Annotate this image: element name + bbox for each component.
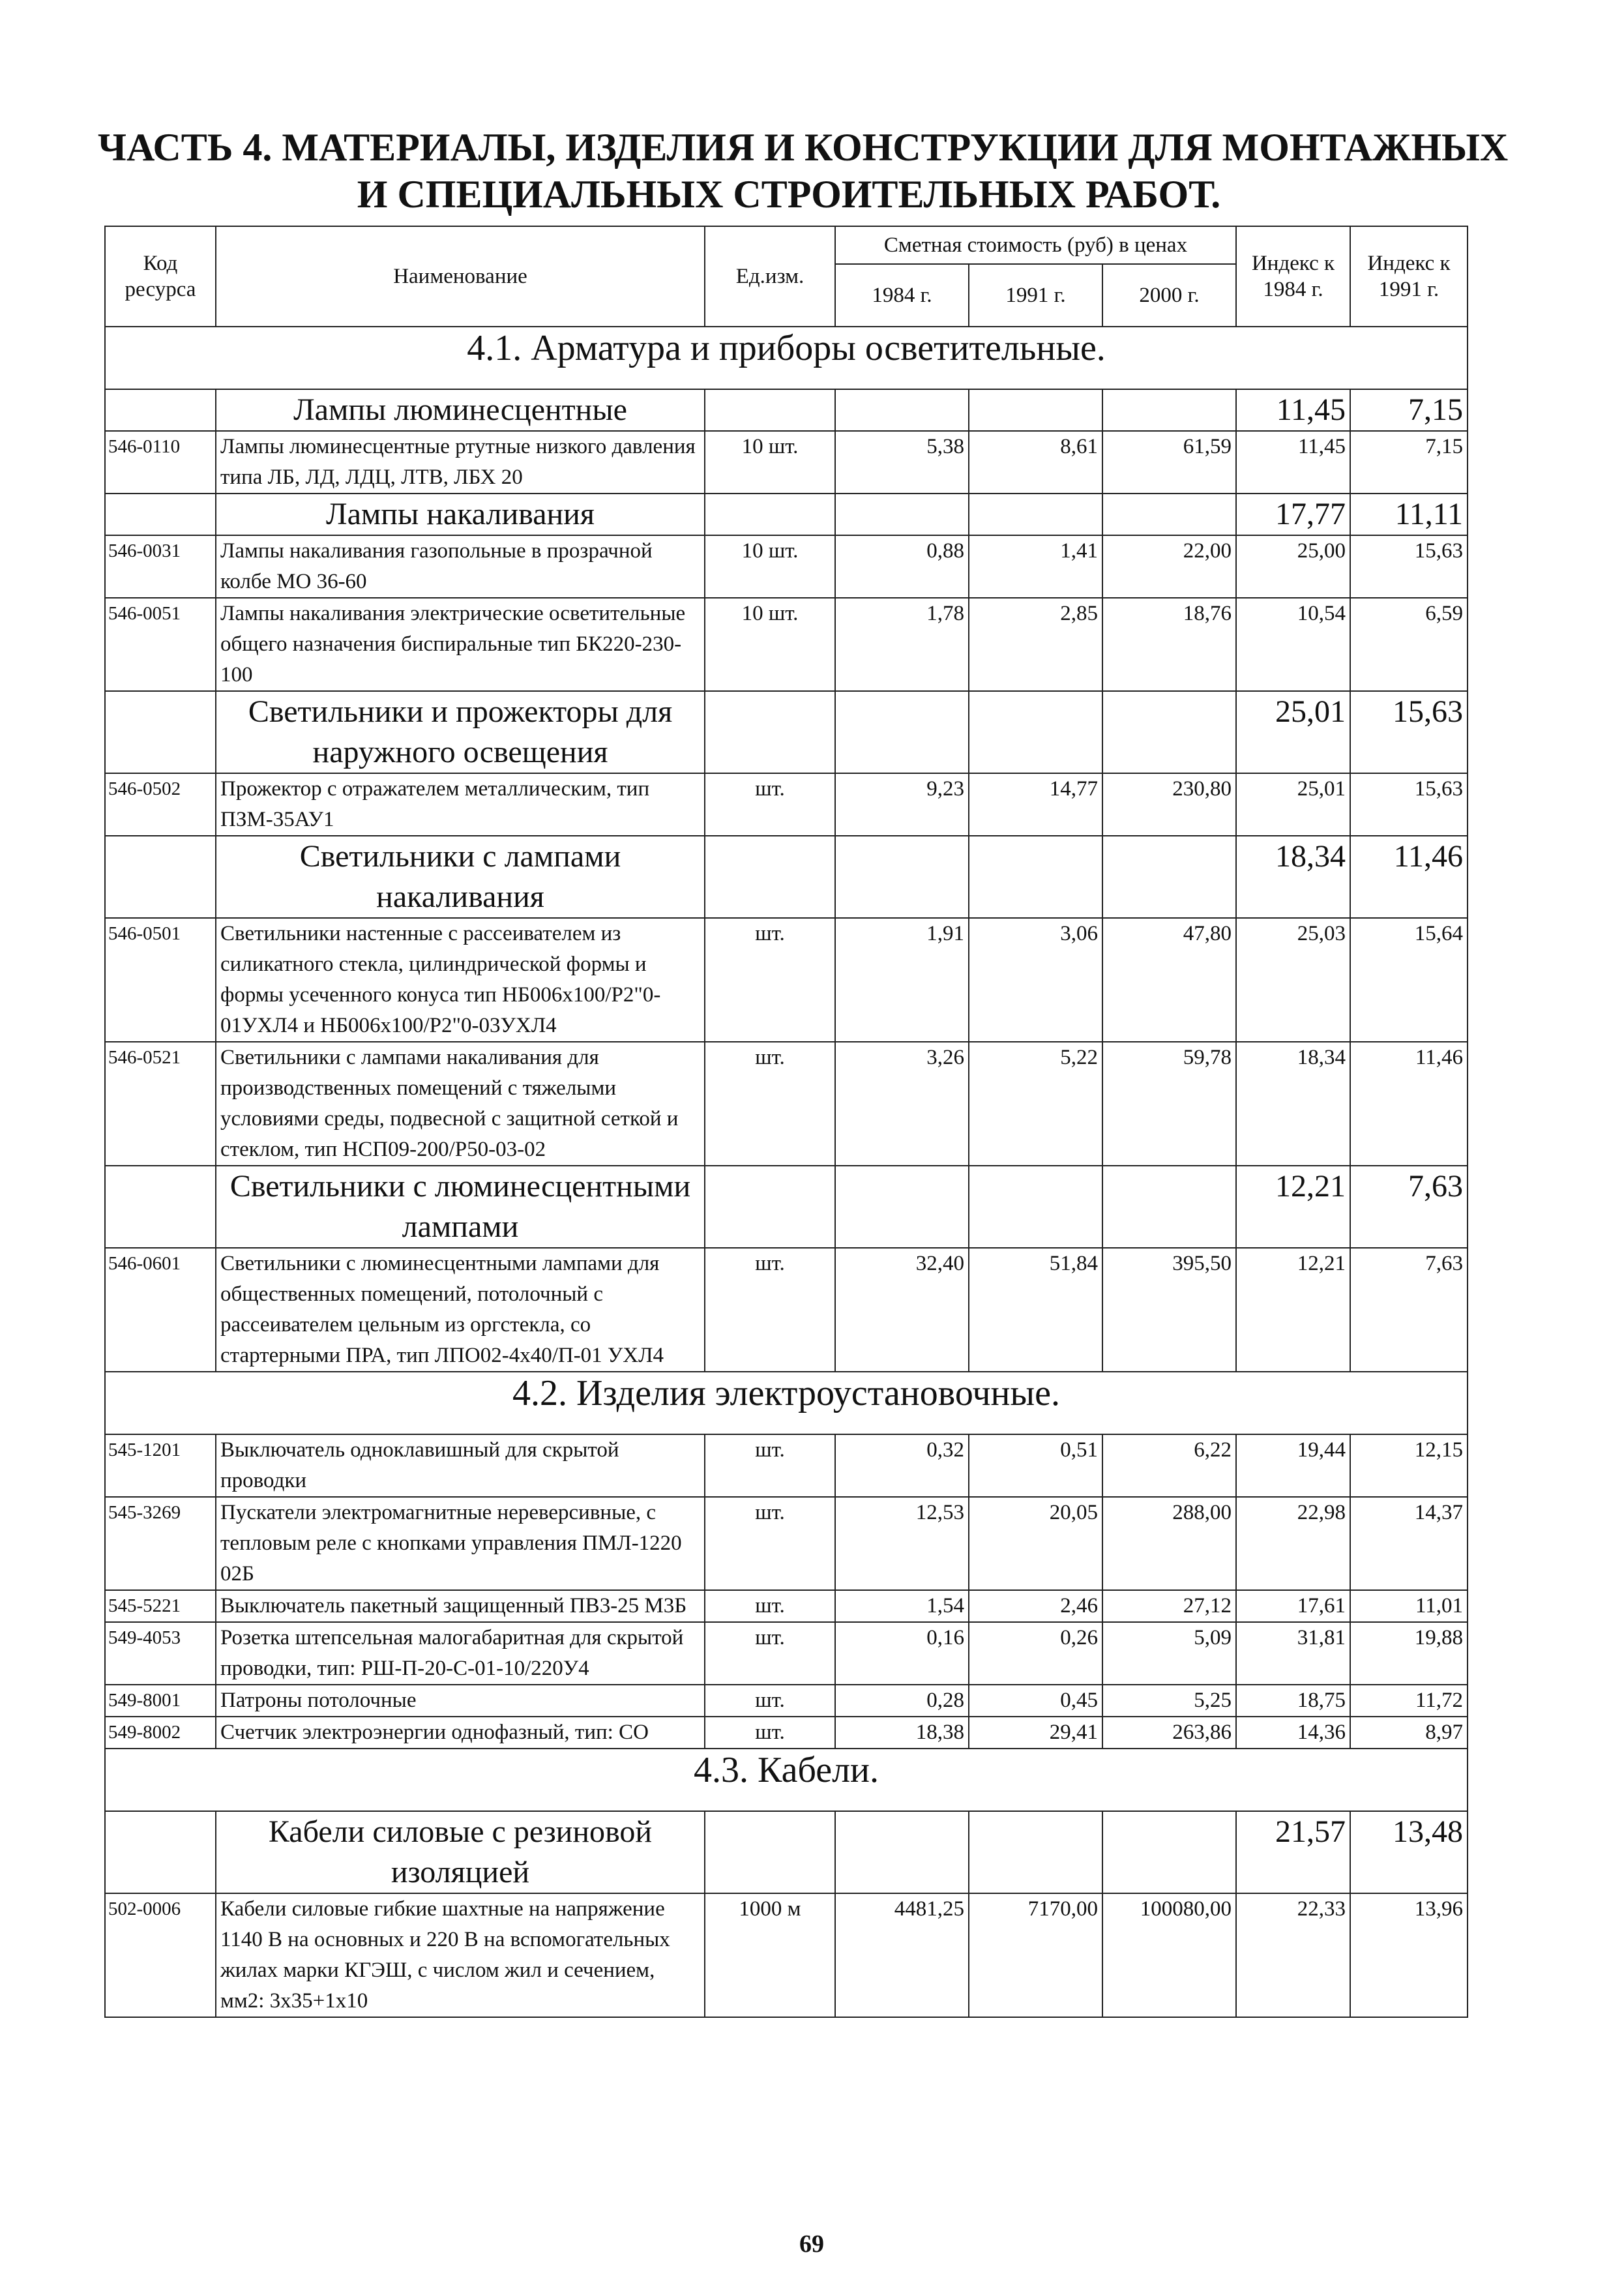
price-1991: 2,85 (969, 598, 1102, 691)
group-title: Светильники с люминесцентными лампами (216, 1166, 705, 1248)
resource-name: Прожектор с отражателем металлическим, тип ПЗМ-35АУ1 (216, 773, 705, 836)
group-price-1984-cell (835, 1811, 969, 1893)
group-price-2000-cell (1102, 1811, 1236, 1893)
resource-unit: 1000 м (705, 1893, 835, 2017)
index-1984: 10,54 (1236, 598, 1350, 691)
price-2000: 18,76 (1102, 598, 1236, 691)
resource-name: Светильники с люминесцентными лампами для общественных помещений, потолочный с рассеивателем цельным из оргстекла, со стартерными ПРА, тип ЛПО02-4х40/П-01 УХЛ4 (216, 1248, 705, 1372)
group-price-1984-cell (835, 836, 969, 918)
page-number: 69 (799, 2230, 824, 2258)
price-1991: 14,77 (969, 773, 1102, 836)
resource-name: Лампы накаливания газопольные в прозрачной колбе МО 36-60 (216, 535, 705, 598)
index-1984: 18,75 (1236, 1685, 1350, 1717)
price-2000: 395,50 (1102, 1248, 1236, 1372)
group-price-2000-cell (1102, 494, 1236, 535)
price-1984: 4481,25 (835, 1893, 969, 2017)
header-index-1984: Индекс к 1984 г. (1236, 226, 1350, 327)
group-index-1984: 17,77 (1236, 494, 1350, 535)
resource-name: Светильники с лампами накаливания для производственных помещений с тяжелыми условиями среды, подвесной с защитной сеткой и стеклом, тип НСП09-200/Р50-03-02 (216, 1042, 705, 1166)
group-price-2000-cell (1102, 1166, 1236, 1248)
header-code: Код ресурса (105, 226, 216, 327)
index-1991: 15,63 (1350, 773, 1468, 836)
resource-unit: шт. (705, 1497, 835, 1590)
index-1984: 11,45 (1236, 431, 1350, 494)
header-year-2000: 2000 г. (1102, 264, 1236, 327)
price-1991: 7170,00 (969, 1893, 1102, 2017)
resource-unit: 10 шт. (705, 535, 835, 598)
group-title: Лампы накаливания (216, 494, 705, 535)
resource-unit: 10 шт. (705, 598, 835, 691)
header-name: Наименование (216, 226, 705, 327)
resource-code: 546-0601 (105, 1248, 216, 1372)
resource-unit: шт. (705, 773, 835, 836)
price-2000: 6,22 (1102, 1434, 1236, 1497)
group-row (105, 836, 1468, 918)
price-1984: 0,16 (835, 1622, 969, 1685)
group-code-cell (105, 389, 216, 431)
price-2000: 5,09 (1102, 1622, 1236, 1685)
price-1991: 5,22 (969, 1042, 1102, 1166)
group-index-1991: 7,15 (1350, 389, 1468, 431)
group-unit-cell (705, 494, 835, 535)
group-index-1984: 18,34 (1236, 836, 1350, 918)
price-1984: 1,78 (835, 598, 969, 691)
index-1984: 25,00 (1236, 535, 1350, 598)
resource-code: 545-3269 (105, 1497, 216, 1590)
resource-code: 546-0110 (105, 431, 216, 494)
header-cost-group: Сметная стоимость (руб) в ценах (835, 226, 1236, 264)
group-price-2000-cell (1102, 836, 1236, 918)
index-1984: 14,36 (1236, 1717, 1350, 1749)
price-2000: 22,00 (1102, 535, 1236, 598)
price-1984: 3,26 (835, 1042, 969, 1166)
table-row (105, 535, 1468, 598)
index-1984: 18,34 (1236, 1042, 1350, 1166)
resource-name: Счетчик электроэнергии однофазный, тип: СО (216, 1717, 705, 1749)
resource-name: Розетка штепсельная малогабаритная для скрытой проводки, тип: РШ-П-20-С-01-10/220У4 (216, 1622, 705, 1685)
resource-name: Выключатель пакетный защищенный ПВ3-25 М3Б (216, 1590, 705, 1622)
resource-code: 549-8001 (105, 1685, 216, 1717)
group-code-cell (105, 836, 216, 918)
resource-unit: шт. (705, 918, 835, 1042)
price-1984: 18,38 (835, 1717, 969, 1749)
group-index-1991: 15,63 (1350, 691, 1468, 773)
price-table (104, 226, 1468, 2018)
price-1984: 5,38 (835, 431, 969, 494)
index-1984: 22,33 (1236, 1893, 1350, 2017)
group-price-1984-cell (835, 494, 969, 535)
index-1991: 12,15 (1350, 1434, 1468, 1497)
index-1984: 12,21 (1236, 1248, 1350, 1372)
group-index-1984: 21,57 (1236, 1811, 1350, 1893)
group-price-1991-cell (969, 1166, 1102, 1248)
table-row (105, 1717, 1468, 1749)
index-1984: 22,98 (1236, 1497, 1350, 1590)
resource-unit: шт. (705, 1685, 835, 1717)
index-1991: 6,59 (1350, 598, 1468, 691)
resource-code: 546-0521 (105, 1042, 216, 1166)
resource-name: Кабели силовые гибкие шахтные на напряжение 1140 В на основных и 220 В на вспомогательных жилах марки КГЭШ, с числом жил и сечением, мм2: 3х35+1х10 (216, 1893, 705, 2017)
price-2000: 5,25 (1102, 1685, 1236, 1717)
price-1991: 29,41 (969, 1717, 1102, 1749)
group-code-cell (105, 1166, 216, 1248)
group-price-1991-cell (969, 389, 1102, 431)
table-header (105, 226, 1468, 327)
index-1991: 11,01 (1350, 1590, 1468, 1622)
group-row (105, 1811, 1468, 1893)
price-1991: 0,45 (969, 1685, 1102, 1717)
resource-code: 549-8002 (105, 1717, 216, 1749)
resource-name: Выключатель одноклавишный для скрытой проводки (216, 1434, 705, 1497)
resource-unit: шт. (705, 1434, 835, 1497)
resource-name: Светильники настенные с рассеивателем из силикатного стекла, цилиндрической формы и формы усеченного конуса тип НБ006х100/Р2"0-01УХЛ4 и НБ006х100/Р2"0-03УХЛ4 (216, 918, 705, 1042)
resource-unit: шт. (705, 1622, 835, 1685)
resource-code: 545-1201 (105, 1434, 216, 1497)
index-1984: 17,61 (1236, 1590, 1350, 1622)
section-title: 4.2. Изделия электроустановочные. (105, 1372, 1468, 1434)
group-price-1991-cell (969, 1811, 1102, 1893)
index-1991: 19,88 (1350, 1622, 1468, 1685)
section-row (105, 327, 1468, 389)
price-1991: 1,41 (969, 535, 1102, 598)
index-1991: 11,46 (1350, 1042, 1468, 1166)
index-1991: 11,72 (1350, 1685, 1468, 1717)
table-row (105, 1042, 1468, 1166)
resource-name: Лампы накаливания электрические осветительные общего назначения биспиральные тип БК220-230-100 (216, 598, 705, 691)
section-row (105, 1749, 1468, 1811)
group-index-1984: 11,45 (1236, 389, 1350, 431)
table-row (105, 431, 1468, 494)
group-price-1991-cell (969, 494, 1102, 535)
resource-unit: шт. (705, 1590, 835, 1622)
price-1984: 12,53 (835, 1497, 969, 1590)
group-unit-cell (705, 691, 835, 773)
group-price-2000-cell (1102, 389, 1236, 431)
resource-code: 549-4053 (105, 1622, 216, 1685)
resource-code: 546-0031 (105, 535, 216, 598)
index-1991: 15,63 (1350, 535, 1468, 598)
resource-unit: шт. (705, 1717, 835, 1749)
price-1991: 3,06 (969, 918, 1102, 1042)
group-index-1984: 25,01 (1236, 691, 1350, 773)
price-2000: 47,80 (1102, 918, 1236, 1042)
group-index-1991: 7,63 (1350, 1166, 1468, 1248)
index-1991: 8,97 (1350, 1717, 1468, 1749)
price-1984: 0,28 (835, 1685, 969, 1717)
group-index-1991: 13,48 (1350, 1811, 1468, 1893)
group-code-cell (105, 494, 216, 535)
section-title: 4.3. Кабели. (105, 1749, 1468, 1811)
resource-unit: 10 шт. (705, 431, 835, 494)
price-2000: 230,80 (1102, 773, 1236, 836)
group-unit-cell (705, 836, 835, 918)
group-title: Лампы люминесцентные (216, 389, 705, 431)
page-title-line-2: И СПЕЦИАЛЬНЫХ СТРОИТЕЛЬНЫХ РАБОТ. (357, 173, 1221, 216)
resource-name: Лампы люминесцентные ртутные низкого давления типа ЛБ, ЛД, ЛДЦ, ЛТВ, ЛБХ 20 (216, 431, 705, 494)
resource-code: 546-0501 (105, 918, 216, 1042)
price-1984: 0,32 (835, 1434, 969, 1497)
group-code-cell (105, 1811, 216, 1893)
price-1984: 1,91 (835, 918, 969, 1042)
header-unit: Ед.изм. (705, 226, 835, 327)
price-2000: 27,12 (1102, 1590, 1236, 1622)
price-2000: 263,86 (1102, 1717, 1236, 1749)
table-row (105, 1248, 1468, 1372)
price-1984: 32,40 (835, 1248, 969, 1372)
resource-name: Патроны потолочные (216, 1685, 705, 1717)
page-title (98, 124, 1509, 218)
index-1991: 7,63 (1350, 1248, 1468, 1372)
index-1984: 31,81 (1236, 1622, 1350, 1685)
price-2000: 59,78 (1102, 1042, 1236, 1166)
group-index-1991: 11,11 (1350, 494, 1468, 535)
group-row (105, 691, 1468, 773)
index-1991: 15,64 (1350, 918, 1468, 1042)
table-row (105, 773, 1468, 836)
table-row (105, 1622, 1468, 1685)
resource-unit: шт. (705, 1248, 835, 1372)
header-year-1991: 1991 г. (969, 264, 1102, 327)
table-row (105, 1893, 1468, 2017)
table-row (105, 1497, 1468, 1590)
group-price-1984-cell (835, 1166, 969, 1248)
page-title-line-1: ЧАСТЬ 4. МАТЕРИАЛЫ, ИЗДЕЛИЯ И КОНСТРУКЦИИ ДЛЯ МОНТАЖНЫХ (98, 126, 1509, 169)
group-price-1984-cell (835, 691, 969, 773)
header-year-1984: 1984 г. (835, 264, 969, 327)
price-2000: 288,00 (1102, 1497, 1236, 1590)
group-price-1991-cell (969, 836, 1102, 918)
price-1991: 0,51 (969, 1434, 1102, 1497)
resource-code: 546-0051 (105, 598, 216, 691)
group-unit-cell (705, 1166, 835, 1248)
group-index-1984: 12,21 (1236, 1166, 1350, 1248)
table-row (105, 1434, 1468, 1497)
group-index-1991: 11,46 (1350, 836, 1468, 918)
price-1984: 9,23 (835, 773, 969, 836)
resource-name: Пускатели электромагнитные нереверсивные, с тепловым реле с кнопками управления ПМЛ-1220 02Б (216, 1497, 705, 1590)
group-title: Светильники и прожекторы для наружного освещения (216, 691, 705, 773)
group-title: Светильники с лампами накаливания (216, 836, 705, 918)
price-1991: 8,61 (969, 431, 1102, 494)
index-1984: 25,01 (1236, 773, 1350, 836)
group-unit-cell (705, 1811, 835, 1893)
table-body (105, 327, 1468, 2017)
index-1991: 13,96 (1350, 1893, 1468, 2017)
index-1984: 19,44 (1236, 1434, 1350, 1497)
index-1991: 7,15 (1350, 431, 1468, 494)
group-code-cell (105, 691, 216, 773)
group-row (105, 389, 1468, 431)
price-1991: 51,84 (969, 1248, 1102, 1372)
table-row (105, 1590, 1468, 1622)
resource-unit: шт. (705, 1042, 835, 1166)
group-price-1991-cell (969, 691, 1102, 773)
section-title: 4.1. Арматура и приборы осветительные. (105, 327, 1468, 389)
price-1991: 20,05 (969, 1497, 1102, 1590)
index-1984: 25,03 (1236, 918, 1350, 1042)
table-row (105, 1685, 1468, 1717)
group-row (105, 494, 1468, 535)
price-2000: 61,59 (1102, 431, 1236, 494)
group-unit-cell (705, 389, 835, 431)
price-2000: 100080,00 (1102, 1893, 1236, 2017)
price-1991: 0,26 (969, 1622, 1102, 1685)
section-row (105, 1372, 1468, 1434)
table-row (105, 918, 1468, 1042)
group-price-2000-cell (1102, 691, 1236, 773)
resource-code: 546-0502 (105, 773, 216, 836)
index-1991: 14,37 (1350, 1497, 1468, 1590)
price-1991: 2,46 (969, 1590, 1102, 1622)
group-price-1984-cell (835, 389, 969, 431)
table-row (105, 598, 1468, 691)
group-row (105, 1166, 1468, 1248)
price-1984: 0,88 (835, 535, 969, 598)
resource-code: 502-0006 (105, 1893, 216, 2017)
resource-code: 545-5221 (105, 1590, 216, 1622)
header-index-1991: Индекс к 1991 г. (1350, 226, 1468, 327)
group-title: Кабели силовые с резиновой изоляцией (216, 1811, 705, 1893)
price-1984: 1,54 (835, 1590, 969, 1622)
